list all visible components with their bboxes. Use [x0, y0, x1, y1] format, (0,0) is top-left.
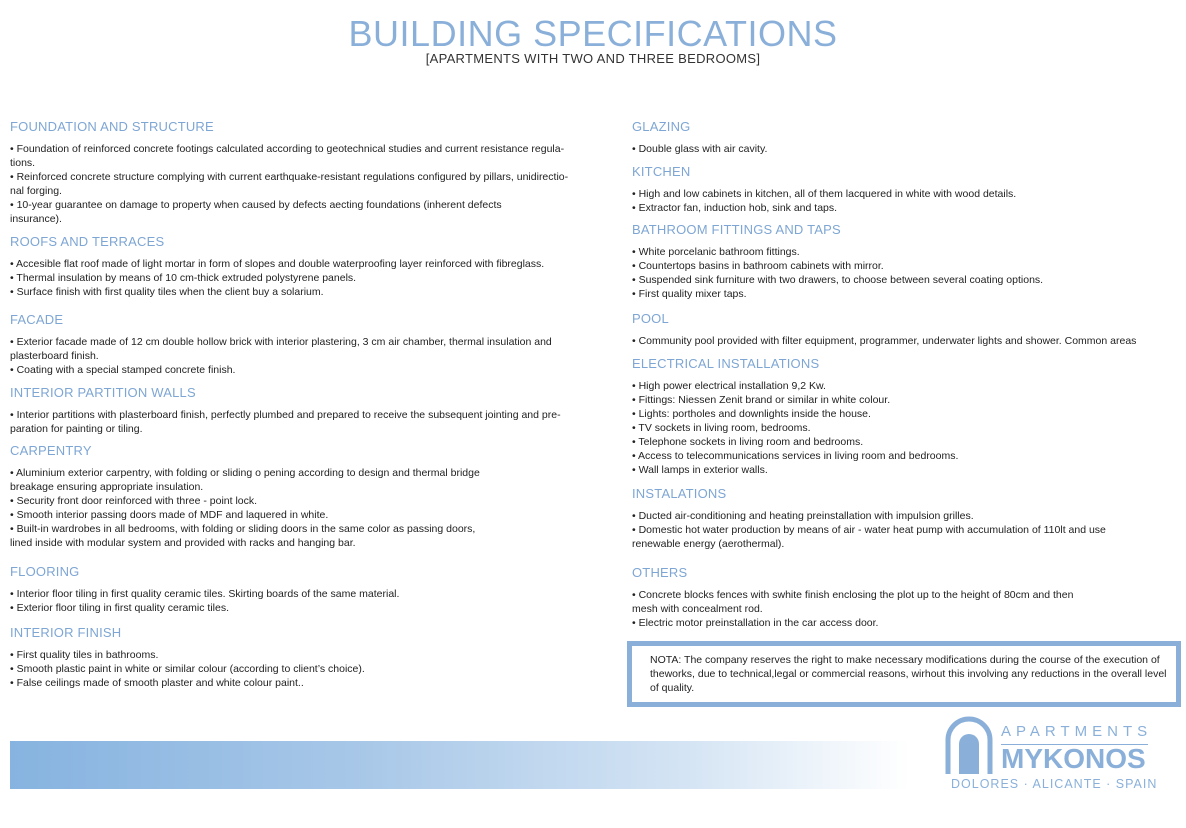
spec-line: • Surface finish with first quality tiles when the client buy a solarium.: [10, 286, 324, 298]
section-title: KITCHEN: [632, 164, 691, 179]
section-title: INTERIOR PARTITION WALLS: [10, 385, 196, 400]
spec-line: • Fittings: Niessen Zenit brand or similar in white colour.: [632, 394, 891, 406]
spec-line: • High and low cabinets in kitchen, all of them lacquered in white with wood details.: [632, 188, 1017, 200]
section-instalations: [632, 485, 1180, 551]
disclaimer-note-box: [627, 641, 1181, 707]
spec-line: • Reinforced concrete structure complying with current earthquake-resistant regulations configured by pillars, unidirectio-: [10, 171, 569, 183]
spec-line: • Community pool provided with filter equipment, programmer, underwater lights and shower. Common areas: [632, 335, 1137, 347]
spec-line: • High power electrical installation 9,2 Kw.: [632, 380, 826, 392]
spec-line: • Exterior floor tiling in first quality ceramic tiles.: [10, 602, 229, 614]
section-partition-walls: [10, 384, 580, 436]
spec-line: • Concrete blocks fences with swhite finish enclosing the plot up to the height of 80cm and then: [632, 589, 1074, 601]
brand-logo: [944, 716, 1158, 796]
section-electrical: [632, 355, 1180, 477]
section-roofs: [10, 233, 580, 299]
spec-line: • Smooth plastic paint in white or similar colour (according to client’s choice).: [10, 663, 365, 675]
section-title: POOL: [632, 311, 669, 326]
section-foundation: [10, 118, 580, 226]
section-title: FOUNDATION AND STRUCTURE: [10, 119, 214, 134]
logo-location: DOLORES · ALICANTE · SPAIN: [951, 777, 1158, 791]
section-others: [632, 564, 1180, 630]
spec-line: • Double glass with air cavity.: [632, 143, 768, 155]
spec-line: • Interior partitions with plasterboard finish, perfectly plumbed and prepared to receive the subsequent jointing and pre-: [10, 409, 561, 421]
note-line: NOTA: The company reserves the right to make necessary modifications during the course of the execution of: [650, 654, 1160, 666]
spec-line: • Smooth interior passing doors made of MDF and laquered in white.: [10, 509, 329, 521]
disclaimer-text: [650, 653, 1170, 695]
section-facade: [10, 311, 580, 377]
section-title: BATHROOM FITTINGS AND TAPS: [632, 222, 841, 237]
section-title: ROOFS AND TERRACES: [10, 234, 165, 249]
right-column: [632, 118, 1180, 630]
spec-line: • TV sockets in living room, bedrooms.: [632, 422, 811, 434]
spec-line: • White porcelanic bathroom fittings.: [632, 246, 800, 258]
spec-line: • Built-in wardrobes in all bedrooms, with folding or sliding doors in the same color as passing doors,: [10, 523, 476, 535]
arch-door-icon: [944, 716, 994, 776]
note-line: of quality.: [650, 682, 695, 694]
spec-line: • Extractor fan, induction hob, sink and taps.: [632, 202, 838, 214]
spec-line: • Lights: portholes and downlights inside the house.: [632, 408, 871, 420]
spec-line: • Wall lamps in exterior walls.: [632, 464, 768, 476]
section-glazing: [632, 118, 1180, 156]
spec-line: • Countertops basins in bathroom cabinets with mirror.: [632, 260, 884, 272]
section-flooring: [10, 563, 580, 615]
spec-line: • Aluminium exterior carpentry, with folding or sliding o pening according to design and thermal bridge: [10, 467, 480, 479]
spec-line: lined inside with modular system and provided with racks and hanging bar.: [10, 537, 356, 549]
page-subtitle: [APARTMENTS WITH TWO AND THREE BEDROOMS]: [425, 51, 761, 66]
spec-line: mesh with concealment rod.: [632, 603, 763, 615]
section-title: GLAZING: [632, 119, 691, 134]
section-title: FACADE: [10, 312, 64, 327]
logo-apartments-text: APARTMENTS: [1001, 723, 1153, 740]
section-carpentry: [10, 442, 580, 550]
note-line: theworks, due to technical,legal or commercial reasons, wirhout this involving any reductions in the overall level: [650, 668, 1167, 680]
spec-line: breakage ensuring appropriate insulation.: [10, 481, 204, 493]
spec-line: • Thermal insulation by means of 10 cm-thick extruded polystyrene panels.: [10, 272, 357, 284]
spec-line: renewable energy (aerothermal).: [632, 538, 785, 550]
spec-line: tions.: [10, 157, 36, 169]
section-title: INTERIOR FINISH: [10, 625, 122, 640]
footer-gradient-band: [10, 741, 910, 789]
spec-line: insurance).: [10, 213, 62, 225]
spec-line: • Access to telecommunications services in living room and bedrooms.: [632, 450, 959, 462]
section-interior-finish: [10, 624, 580, 690]
spec-line: • First quality tiles in bathrooms.: [10, 649, 159, 661]
spec-line: • Suspended sink furniture with two drawers, to choose between several coating options.: [632, 274, 1044, 286]
section-title: INSTALATIONS: [632, 486, 727, 501]
spec-line: • False ceilings made of smooth plaster and white colour paint..: [10, 677, 304, 689]
spec-line: • Electric motor preinstallation in the car access door.: [632, 617, 879, 629]
spec-line: • Foundation of reinforced concrete footings calculated according to geotechnical studies and current resistance regula-: [10, 143, 565, 155]
spec-line: paration for painting or tiling.: [10, 423, 143, 435]
section-bathroom: [632, 221, 1180, 301]
section-title: ELECTRICAL INSTALLATIONS: [632, 356, 820, 371]
spec-line: • Coating with a special stamped concrete finish.: [10, 364, 236, 376]
spec-line: • Interior floor tiling in first quality ceramic tiles. Skirting boards of the same material.: [10, 588, 400, 600]
logo-name: MYKONOS: [1001, 743, 1146, 774]
spec-line: • Domestic hot water production by means of air - water heat pump with accumulation of 110lt and use: [632, 524, 1106, 536]
section-kitchen: [632, 163, 1180, 215]
section-pool: [632, 310, 1180, 348]
spec-line: • Accesible flat roof made of light mortar in form of slopes and double waterproofing layer reinforced with fibreglass.: [10, 258, 545, 270]
spec-line: • Security front door reinforced with three - point lock.: [10, 495, 258, 507]
section-title: OTHERS: [632, 565, 688, 580]
page-title: BUILDING SPECIFICATIONS: [348, 13, 838, 54]
spec-line: • Ducted air-conditioning and heating preinstallation with impulsion grilles.: [632, 510, 974, 522]
spec-line: nal forging.: [10, 185, 62, 197]
spec-line: • 10-year guarantee on damage to property when caused by defects aecting foundations (inherent defects: [10, 199, 502, 211]
left-column: [10, 118, 580, 690]
spec-line: • Exterior facade made of 12 cm double hollow brick with interior plastering, 3 cm air chamber, thermal insulation and: [10, 336, 552, 348]
section-title: FLOORING: [10, 564, 80, 579]
spec-line: • First quality mixer taps.: [632, 288, 747, 300]
section-title: CARPENTRY: [10, 443, 92, 458]
spec-line: • Telephone sockets in living room and bedrooms.: [632, 436, 864, 448]
spec-line: plasterboard finish.: [10, 350, 99, 362]
